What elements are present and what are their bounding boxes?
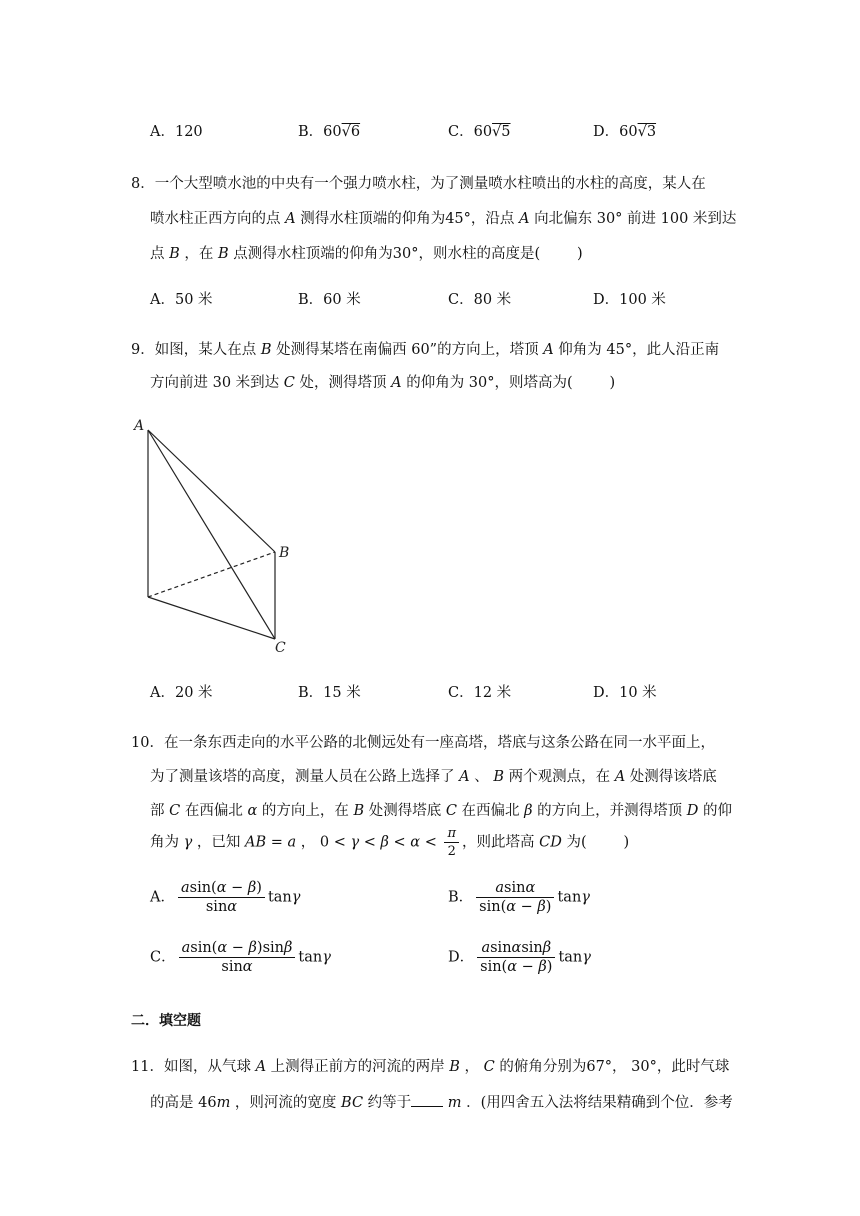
q10-option-c: C． $\frac{asin(\alpha - \beta)\sin\beta}{\sin\alpha}$ tanγ <box>150 940 331 975</box>
q10-option-b: B． $\frac{asin\alpha}{\sin(\alpha - \beta)}$ tanγ <box>448 880 590 915</box>
q9-options <box>150 681 770 703</box>
q9-figure <box>128 412 298 657</box>
q10-option-d: D． $\frac{asin\alpha\sin\beta}{\sin(\alpha - \beta)}$ tanγ <box>448 940 591 975</box>
q8-line-1: 8．一个大型喷水池的中央有一个强力喷水柱，为了测量喷水柱喷出的水柱的高度，某人在 <box>131 176 706 192</box>
q10-line-3: 部 C 在西偏北 α 的方向上，在 B 处测得塔底 C 在西偏北 β 的方向上，并测得塔顶 D 的仰 <box>150 803 733 819</box>
q9-line-1: 9．如图，某人在点 B 处测得某塔在南偏西 60”的方向上，塔顶 A 仰角为 45°，此人沿正南 <box>131 342 720 358</box>
label-c: C <box>275 640 286 656</box>
q9-option-c: C．12 米 <box>448 685 512 701</box>
section-fill-in-blank-title: 二．填空题 <box>131 1013 201 1029</box>
q8-line-3: 点 B ，在 B 点测得水柱顶端的仰角为30°，则水柱的高度是( ) <box>150 246 583 262</box>
line-base-c <box>148 597 275 639</box>
q10-line-2: 为了测量该塔的高度，测量人员在公路上选择了 A 、 B 两个观测点，在 A 处测得该塔底 <box>150 769 717 785</box>
q7-option-b: B．60√6 <box>298 124 361 140</box>
q10-option-a: A． $\frac{asin(\alpha - \beta)}{\sin\alpha}$ tanγ <box>150 880 301 915</box>
q8-line-2: 喷水柱正西方向的点 A 测得水柱顶端的仰角为45°，沿点 A 向北偏东 30° 前进 100 米到达 <box>150 211 737 227</box>
q10-line-1: 10．在一条东西走向的水平公路的北侧远处有一座高塔，塔底与这条公路在同一水平面上， <box>131 735 715 751</box>
q8-option-b: B．60 米 <box>298 292 361 308</box>
q7-option-d: D．60√3 <box>593 124 657 140</box>
q7-options <box>150 120 770 142</box>
q8-option-d: D．100 米 <box>593 292 666 308</box>
q9-option-b: B．15 米 <box>298 685 361 701</box>
q9-option-d: D．10 米 <box>593 685 657 701</box>
q7-option-c: C．60√5 <box>448 124 511 140</box>
q8-options <box>150 288 770 310</box>
q10-line-4: 角为 γ ，已知 AB = a ， 0 < γ < β < α < $\frac{\pi}{2}$ ，则此塔高 CD 为( ) <box>150 826 630 859</box>
line-base-b-dashed <box>148 552 275 597</box>
answer-blank[interactable] <box>411 1092 443 1107</box>
label-b: B <box>279 545 290 561</box>
q8-option-c: C．80 米 <box>448 292 512 308</box>
q11-line-2: 的高是 46m ，则河流的宽度 BC 约等于 m ．(用四舍五入法将结果精确到个位．参考 <box>150 1091 733 1112</box>
label-a: A <box>134 418 145 434</box>
q9-line-2: 方向前进 30 米到达 C 处，测得塔顶 A 的仰角为 30°，则塔高为( ) <box>150 375 616 391</box>
q7-option-a: A．120 <box>150 124 203 140</box>
q9-option-a: A．20 米 <box>150 685 213 701</box>
q8-option-a: A．50 米 <box>150 292 213 308</box>
q11-line-1: 11．如图，从气球 A 上测得正前方的河流的两岸 B ， C 的俯角分别为67°， 30°，此时气球 <box>131 1059 730 1075</box>
